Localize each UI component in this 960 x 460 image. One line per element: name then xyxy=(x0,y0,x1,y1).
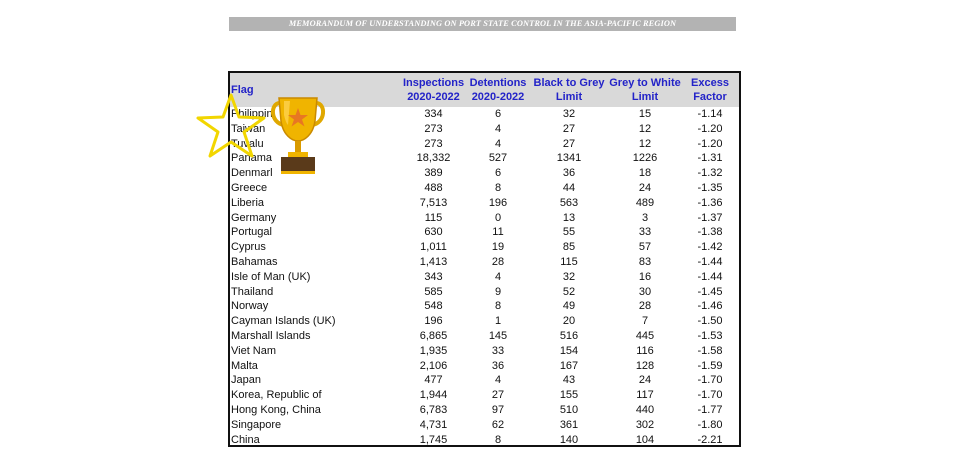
table-row xyxy=(230,329,739,344)
header-gtw-line1: Grey to White xyxy=(609,77,681,89)
header-detentions xyxy=(467,73,529,107)
cell-excess: -1.37 xyxy=(697,211,723,224)
cell-btg: 516 xyxy=(559,329,579,342)
cell-flag: Hong Kong, China xyxy=(231,403,321,416)
header-detentions-line1: Detentions xyxy=(469,77,527,89)
cell-inspections: 389 xyxy=(424,167,443,180)
table-row xyxy=(230,433,739,448)
cell-detentions: 8 xyxy=(494,181,502,194)
cell-gtw: 83 xyxy=(638,255,652,268)
cell-excess: -1.14 xyxy=(697,108,723,120)
cell-gtw: 128 xyxy=(635,359,655,372)
cell-flag: Viet Nam xyxy=(231,344,277,357)
cell-excess: -1.31 xyxy=(697,152,723,165)
cell-detentions: 11 xyxy=(492,226,504,239)
cell-flag: Denmarl xyxy=(231,167,273,180)
cell-excess: -1.35 xyxy=(697,181,723,194)
cell-excess: -1.42 xyxy=(697,241,723,254)
cell-flag: Marshall Islands xyxy=(231,329,311,342)
cell-excess: -1.38 xyxy=(697,226,723,239)
table-row xyxy=(230,225,739,240)
cell-gtw: 28 xyxy=(638,300,652,313)
header-black-to-grey xyxy=(529,73,609,107)
table-row xyxy=(230,299,739,314)
cell-flag: Liberia xyxy=(231,196,265,209)
cell-detentions: 4 xyxy=(494,122,502,135)
cell-gtw: 30 xyxy=(638,285,652,298)
cell-excess: -1.59 xyxy=(697,359,723,372)
cell-btg: 13 xyxy=(562,211,576,224)
cell-detentions: 97 xyxy=(491,403,505,416)
table-row xyxy=(230,240,739,255)
cell-btg: 140 xyxy=(559,433,579,446)
cell-gtw: 15 xyxy=(638,108,652,120)
cell-excess: -1.44 xyxy=(697,255,723,268)
cell-detentions: 4 xyxy=(494,374,502,387)
header-detentions-line2: 2020-2022 xyxy=(471,91,525,103)
cell-btg: 20 xyxy=(562,315,576,328)
document-banner xyxy=(229,17,736,31)
cell-excess: -1.77 xyxy=(697,403,723,416)
cell-detentions: 145 xyxy=(488,329,508,342)
cell-excess: -1.70 xyxy=(697,389,723,402)
cell-flag: Bahamas xyxy=(231,255,278,268)
cell-flag: Singapore xyxy=(231,418,282,431)
cell-detentions: 1 xyxy=(494,315,502,328)
cell-inspections: 548 xyxy=(424,300,443,313)
star-outline-icon xyxy=(196,93,266,159)
cell-btg: 167 xyxy=(559,359,579,372)
cell-flag: Taiwan xyxy=(231,122,266,135)
cell-flag: China xyxy=(231,433,260,446)
banner-title: MEMORANDUM OF UNDERSTANDING ON PORT STATE CONTROL IN THE ASIA-PACIFIC REGION xyxy=(288,19,677,28)
cell-detentions: 527 xyxy=(488,152,508,165)
cell-inspections: 7,513 xyxy=(419,196,448,209)
cell-btg: 32 xyxy=(562,108,576,120)
cell-inspections: 6,865 xyxy=(419,329,448,342)
cell-inspections: 1,011 xyxy=(420,241,447,254)
cell-excess: -1.20 xyxy=(697,137,723,150)
cell-excess: -1.20 xyxy=(697,122,723,135)
cell-detentions: 9 xyxy=(494,285,502,298)
cell-btg: 563 xyxy=(559,196,579,209)
cell-inspections: 630 xyxy=(424,226,443,239)
table-row xyxy=(230,270,739,285)
cell-detentions: 6 xyxy=(494,167,502,180)
cell-gtw: 1226 xyxy=(632,152,658,165)
header-grey-to-white xyxy=(609,73,681,107)
cell-detentions: 8 xyxy=(494,300,502,313)
cell-gtw: 12 xyxy=(638,137,652,150)
cell-btg: 115 xyxy=(560,255,578,268)
cell-gtw: 7 xyxy=(641,315,649,328)
cell-inspections: 585 xyxy=(424,285,443,298)
cell-inspections: 18,332 xyxy=(416,152,451,165)
cell-btg: 361 xyxy=(559,418,579,431)
cell-detentions: 4 xyxy=(494,270,502,283)
cell-detentions: 6 xyxy=(494,108,502,120)
cell-btg: 36 xyxy=(562,167,576,180)
cell-gtw: 489 xyxy=(635,196,655,209)
header-flag-label: Flag xyxy=(231,84,254,96)
cell-btg: 510 xyxy=(559,403,579,416)
header-excess-line1: Excess xyxy=(691,77,729,89)
cell-inspections: 196 xyxy=(424,315,443,328)
cell-btg: 27 xyxy=(562,122,576,135)
cell-btg: 1341 xyxy=(556,152,582,165)
header-gtw-line2: Limit xyxy=(631,91,659,103)
cell-flag: Portugal xyxy=(231,226,272,239)
cell-inspections: 4,731 xyxy=(419,418,448,431)
cell-detentions: 4 xyxy=(494,137,502,150)
table-row xyxy=(230,314,739,329)
cell-detentions: 19 xyxy=(491,241,505,254)
table-row xyxy=(230,418,739,433)
cell-btg: 44 xyxy=(562,181,576,194)
cell-excess: -1.44 xyxy=(697,270,723,283)
cell-inspections: 273 xyxy=(424,137,443,150)
header-excess-line2: Factor xyxy=(693,91,727,103)
cell-excess: -1.53 xyxy=(697,329,723,342)
cell-excess: -1.46 xyxy=(697,300,723,313)
cell-excess: -1.50 xyxy=(697,315,723,328)
header-btg-line1: Black to Grey xyxy=(533,77,605,89)
cell-excess: -1.70 xyxy=(697,374,723,387)
cell-flag: Cayman Islands (UK) xyxy=(231,315,336,328)
table-row xyxy=(230,255,739,270)
cell-gtw: 117 xyxy=(636,389,654,402)
cell-flag: Panama xyxy=(231,152,272,165)
header-inspections xyxy=(400,73,467,107)
table-row xyxy=(230,211,739,226)
cell-excess: -1.36 xyxy=(697,196,723,209)
cell-gtw: 33 xyxy=(638,226,652,239)
cell-btg: 52 xyxy=(562,285,576,298)
cell-inspections: 477 xyxy=(424,374,443,387)
cell-flag: Japan xyxy=(231,374,261,387)
cell-inspections: 1,944 xyxy=(419,389,448,402)
cell-flag: Malta xyxy=(231,359,258,372)
cell-flag: Germany xyxy=(231,211,277,224)
cell-gtw: 116 xyxy=(636,344,654,357)
cell-detentions: 0 xyxy=(494,211,502,224)
table-row xyxy=(230,403,739,418)
cell-inspections: 488 xyxy=(424,181,443,194)
cell-btg: 154 xyxy=(559,344,579,357)
cell-detentions: 36 xyxy=(491,359,505,372)
cell-detentions: 8 xyxy=(494,433,502,446)
cell-gtw: 16 xyxy=(638,270,652,283)
cell-detentions: 33 xyxy=(491,344,505,357)
cell-gtw: 3 xyxy=(641,211,649,224)
header-excess-factor xyxy=(681,73,739,107)
cell-inspections: 334 xyxy=(424,108,443,120)
cell-detentions: 62 xyxy=(491,418,505,431)
header-btg-line2: Limit xyxy=(555,91,583,103)
cell-btg: 32 xyxy=(562,270,576,283)
header-inspections-line2: 2020-2022 xyxy=(407,91,460,103)
cell-flag: Philippin xyxy=(231,108,273,120)
cell-inspections: 115 xyxy=(424,211,443,224)
cell-excess: -1.32 xyxy=(697,167,723,180)
cell-detentions: 27 xyxy=(491,389,505,402)
cell-inspections: 2,106 xyxy=(419,359,448,372)
cell-gtw: 24 xyxy=(638,181,652,194)
cell-excess: -1.58 xyxy=(697,344,723,357)
table-row xyxy=(230,181,739,196)
cell-flag: Norway xyxy=(231,300,269,313)
cell-gtw: 104 xyxy=(635,433,655,446)
cell-flag: Greece xyxy=(231,181,268,194)
cell-inspections: 1,745 xyxy=(419,433,448,446)
cell-gtw: 302 xyxy=(635,418,655,431)
cell-btg: 85 xyxy=(562,241,576,254)
cell-excess: -1.80 xyxy=(697,418,723,431)
table-row xyxy=(230,373,739,388)
cell-inspections: 1,935 xyxy=(419,344,448,357)
cell-inspections: 273 xyxy=(424,122,443,135)
cell-excess: -2.21 xyxy=(697,433,723,446)
cell-inspections: 6,783 xyxy=(419,403,448,416)
cell-btg: 27 xyxy=(562,137,576,150)
cell-btg: 49 xyxy=(562,300,576,313)
header-inspections-line1: Inspections xyxy=(402,77,465,89)
cell-excess: -1.45 xyxy=(697,285,723,298)
cell-flag: Tuvalu xyxy=(231,137,264,150)
cell-detentions: 196 xyxy=(488,196,508,209)
cell-btg: 55 xyxy=(562,226,576,239)
cell-btg: 43 xyxy=(562,374,576,387)
cell-gtw: 24 xyxy=(638,374,652,387)
cell-gtw: 440 xyxy=(635,403,655,416)
cell-detentions: 28 xyxy=(491,255,505,268)
table-row xyxy=(230,285,739,300)
cell-gtw: 12 xyxy=(638,122,652,135)
cell-gtw: 445 xyxy=(635,329,655,342)
cell-btg: 155 xyxy=(559,389,579,402)
cell-flag: Thailand xyxy=(231,285,274,298)
table-row xyxy=(230,196,739,211)
cell-flag: Cyprus xyxy=(231,241,266,254)
cell-gtw: 18 xyxy=(638,167,652,180)
table-row xyxy=(230,344,739,359)
cell-inspections: 343 xyxy=(424,270,443,283)
cell-gtw: 57 xyxy=(638,241,652,254)
cell-inspections: 1,413 xyxy=(419,255,448,268)
trophy-icon xyxy=(270,95,326,177)
cell-flag: Isle of Man (UK) xyxy=(231,270,311,283)
table-row xyxy=(230,359,739,374)
table-row xyxy=(230,388,739,403)
cell-flag: Korea, Republic of xyxy=(231,389,322,402)
